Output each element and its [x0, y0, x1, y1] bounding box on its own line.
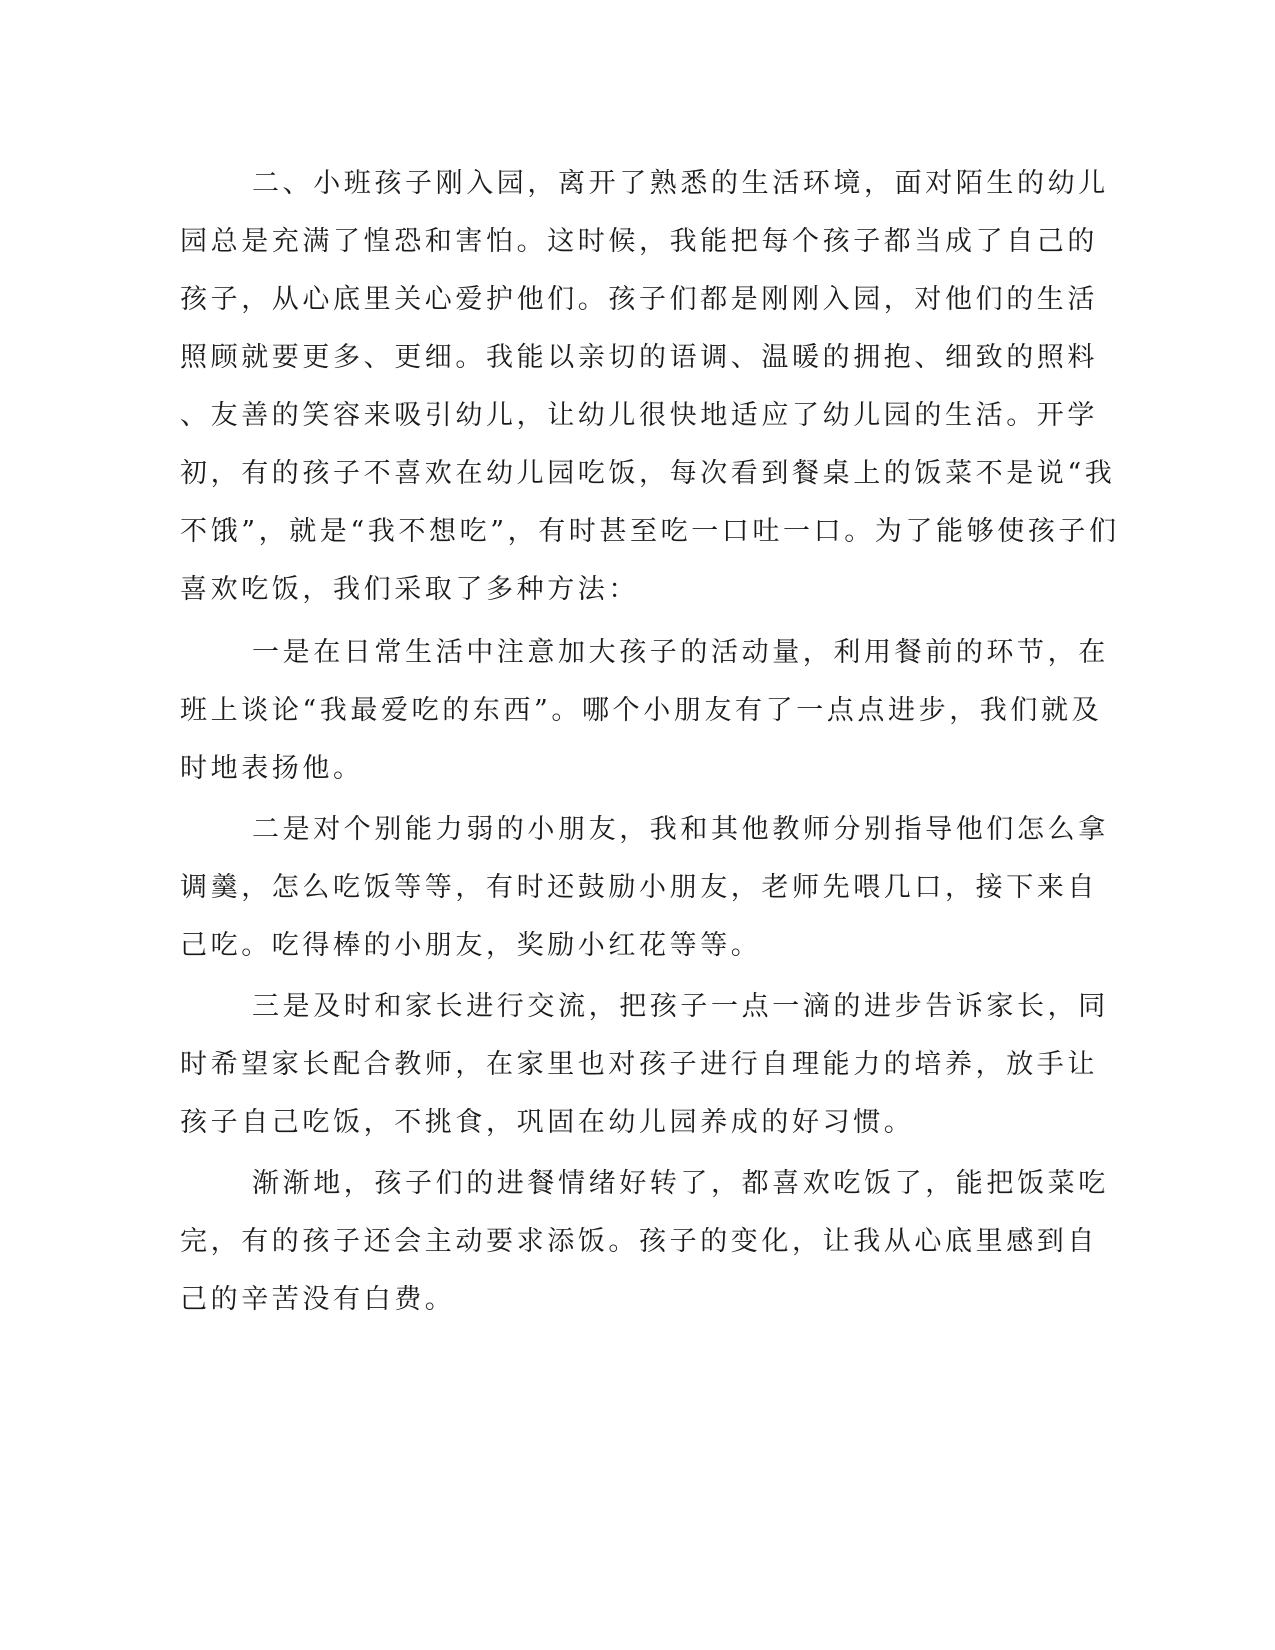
- text-line: 时希望家长配合教师，在家里也对孩子进行自理能力的培养，放手让: [180, 1049, 1098, 1080]
- text-line: 园总是充满了惶恐和害怕。这时候，我能把每个孩子都当成了自己的: [180, 226, 1098, 257]
- text-line: 不饿”，就是“我不想吃”，有时甚至吃一口吐一口。为了能够使孩子们: [180, 516, 1120, 547]
- text-line: 一是在日常生活中注意加大孩子的活动量，利用餐前的环节，在: [252, 637, 1109, 668]
- text-line: 二、小班孩子刚入园，离开了熟悉的生活环境，面对陌生的幼儿: [252, 168, 1109, 199]
- text-line: 己的辛苦没有白费。: [180, 1284, 456, 1315]
- text-line: 照顾就要更多、更细。我能以亲切的语调、温暖的拥抱、细致的照料: [180, 342, 1098, 373]
- text-line: 、友善的笑容来吸引幼儿，让幼儿很快地适应了幼儿园的生活。开学: [180, 400, 1098, 431]
- text-line: 时地表扬他。: [180, 753, 364, 784]
- text-line: 完，有的孩子还会主动要求添饭。孩子的变化，让我从心底里感到自: [180, 1226, 1098, 1257]
- text-line: 孩子，从心底里关心爱护他们。孩子们都是刚刚入园，对他们的生活: [180, 284, 1098, 315]
- text-line: 调羹，怎么吃饭等等，有时还鼓励小朋友，老师先喂几口，接下来自: [180, 872, 1098, 903]
- text-line: 孩子自己吃饭，不挑食，巩固在幼儿园养成的好习惯。: [180, 1107, 915, 1138]
- text-line: 三是及时和家长进行交流，把孩子一点一滴的进步告诉家长，同: [252, 991, 1109, 1022]
- text-line: 班上谈论“我最爱吃的东西”。哪个小朋友有了一点点进步，我们就及: [180, 695, 1103, 726]
- text-line: 二是对个别能力弱的小朋友，我和其他教师分别指导他们怎么拿: [252, 814, 1109, 845]
- text-line: 初，有的孩子不喜欢在幼儿园吃饭，每次看到餐桌上的饭菜不是说“我: [180, 458, 1116, 489]
- text-line: 渐渐地，孩子们的进餐情绪好转了，都喜欢吃饭了，能把饭菜吃: [252, 1168, 1109, 1199]
- text-line: 喜欢吃饭，我们采取了多种方法：: [180, 574, 639, 605]
- text-line: 己吃。吃得棒的小朋友，奖励小红花等等。: [180, 930, 762, 961]
